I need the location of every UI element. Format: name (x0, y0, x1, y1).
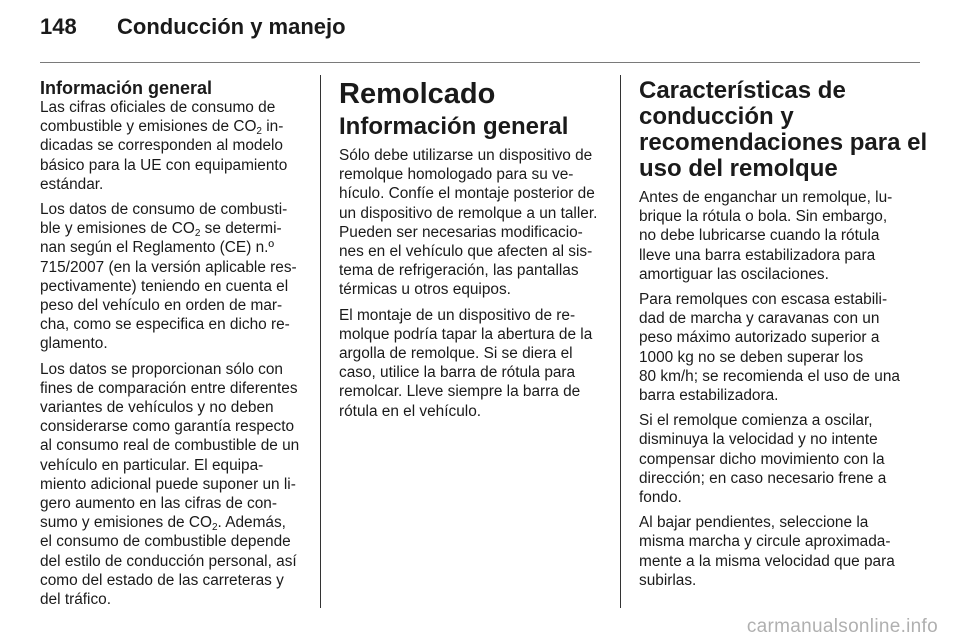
text-line: vehículo en particular. El equipa- (40, 456, 264, 474)
text-line: Los datos se proporcionan sólo con (40, 360, 283, 378)
text-line: remolcar. Lleve siempre la barra de (339, 383, 581, 401)
chapter-section-title: Remolcado (339, 78, 496, 110)
text-line: caso, utilice la barra de rótula para (339, 364, 576, 382)
section-heading: Información general (339, 113, 569, 140)
text-line: rótula en el vehículo. (339, 402, 482, 420)
text-line: considerarse como garantía respecto (40, 418, 295, 436)
header-rule (40, 62, 920, 63)
text-line: compensar dicho movimiento con la (639, 450, 885, 468)
text-line: como del estado de las carreteras y (40, 571, 284, 589)
paragraph (339, 306, 602, 421)
paragraph (639, 513, 903, 590)
text-line: al consumo real de combustible de un (40, 437, 300, 455)
text-line: glamento. (40, 335, 108, 353)
text-line: térmicas u otros equipos. (339, 281, 511, 299)
text-line: misma marcha y circule aproximada- (639, 533, 891, 551)
text-line: hículo. Confíe el montaje posterior de (339, 185, 595, 203)
text-line: dad de marcha y caravanas con un (639, 310, 880, 328)
text-line: Si el remolque comienza a oscilar, (639, 412, 873, 430)
chapter-title: Conducción y manejo (117, 14, 346, 39)
section-heading: Información general (40, 78, 213, 98)
text-line: molque podría tapar la abertura de la (339, 325, 593, 343)
column-2 (339, 78, 602, 427)
text-line: Las cifras oficiales de consumo de (40, 99, 276, 116)
text-line: el consumo de combustible depende (40, 533, 291, 551)
page-number: 148 (40, 14, 77, 39)
column-divider (320, 75, 321, 608)
text-line: fines de comparación entre diferentes (40, 379, 298, 397)
text-line: Los datos de consumo de combusti- (40, 201, 288, 219)
text-line: fondo. (639, 489, 682, 507)
paragraph (339, 146, 602, 300)
text-line: 80 km/h; se recomienda el uso de una (639, 367, 900, 385)
text-line: remolque homologado para su ve- (339, 166, 574, 184)
text-line: miento adicional puede suponer un li- (40, 475, 296, 493)
paragraph (639, 411, 903, 507)
heading-line: Características de (639, 77, 846, 104)
text-line: un dispositivo de remolque a un taller. (339, 204, 598, 222)
text-line: básico para la UE con equipamiento (40, 156, 288, 174)
text-line: dirección; en caso necesario frene a (639, 469, 887, 487)
text-line: peso del vehículo en orden de mar- (40, 297, 283, 315)
watermark: carmanualsonline.info (746, 616, 938, 637)
text-line: barra estabilizadora. (639, 387, 779, 405)
text-line: 715/2007 (en la versión aplicable res- (40, 258, 297, 276)
text-line: peso máximo autorizado superior a (639, 329, 880, 347)
text-line: amortiguar las oscilaciones. (639, 265, 829, 283)
text-line: lleve una barra estabilizadora para (639, 246, 876, 264)
text-line: Pueden ser necesarias modificacio- (339, 223, 583, 241)
heading-line: uso del remolque (639, 155, 838, 182)
paragraph (40, 360, 302, 610)
text-line: estándar. (40, 175, 104, 193)
text-line: El montaje de un dispositivo de re- (339, 306, 576, 324)
text-line: cha, como se especifica en dicho re- (40, 316, 290, 334)
text-line: no debe lubricarse cuando la rótula (639, 227, 880, 245)
text-line: del tráfico. (40, 591, 112, 609)
text-line: Antes de enganchar un remolque, lu- (639, 189, 893, 206)
text-line: combustible y emisiones de $CO_2$ in- (40, 118, 284, 138)
paragraph (40, 98, 302, 194)
text-line: ble y emisiones de $CO_2$ se determi- (40, 220, 282, 240)
paragraph (639, 290, 903, 405)
heading-line: conducción y (639, 103, 794, 130)
text-line: mente a la misma velocidad que para (639, 552, 895, 570)
text-line: Al bajar pendientes, seleccione la (639, 514, 869, 532)
text-line: dicadas se corresponden al modelo (40, 137, 283, 155)
text-line: nan según el Reglamento (CE) n.º (40, 239, 275, 257)
text-line: nes en el vehículo que afecten al sis- (339, 243, 593, 261)
text-line: 1000 kg no se deben superar los (639, 348, 864, 366)
page-header (40, 14, 920, 50)
column-divider (620, 75, 621, 608)
column-3 (639, 77, 928, 596)
text-line: Para remolques con escasa estabili- (639, 291, 888, 309)
text-line: argolla de remolque. Si se diera el (339, 345, 573, 363)
text-line: gero aumento en las cifras de con- (40, 495, 277, 513)
section-heading (639, 77, 928, 182)
heading-line: recomendaciones para el (639, 129, 928, 156)
paragraph (639, 188, 903, 284)
text-line: variantes de vehículos y no deben (40, 399, 274, 417)
text-line: subirlas. (639, 571, 697, 589)
text-line: del estilo de conducción personal, así (40, 552, 297, 570)
paragraph (40, 200, 302, 354)
column-1 (40, 78, 302, 615)
text-line: tema de refrigeración, las pantallas (339, 262, 579, 280)
text-line: brique la rótula o bola. Sin embargo, (639, 208, 888, 226)
text-line: disminuya la velocidad y no intente (639, 431, 878, 449)
text-line: sumo y emisiones de $CO_2$. Además, (40, 514, 286, 534)
text-line: Sólo debe utilizarse un dispositivo de (339, 147, 593, 164)
text-line: pectivamente) teniendo en cuenta el (40, 277, 289, 295)
